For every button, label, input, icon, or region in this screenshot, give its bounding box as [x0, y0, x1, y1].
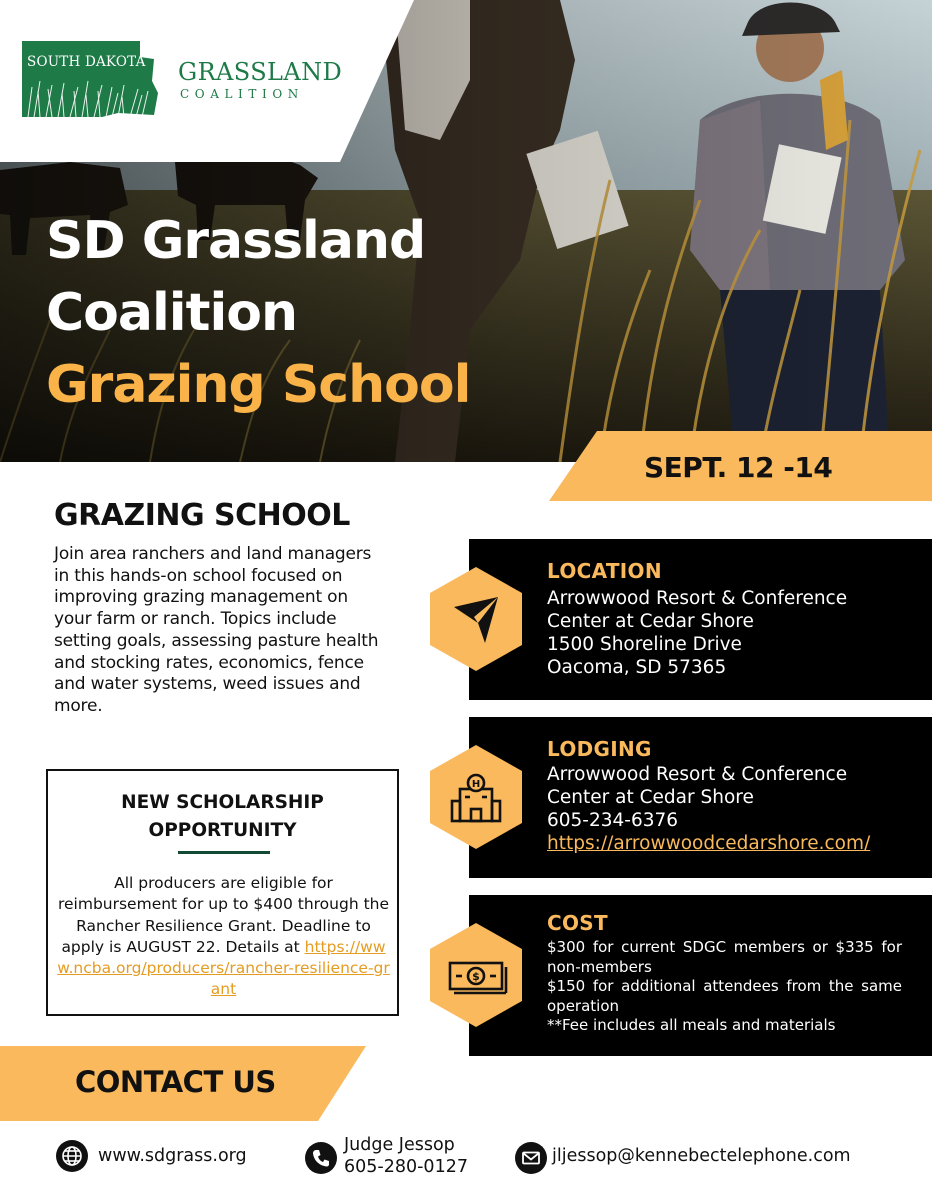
location-card	[469, 539, 932, 700]
scholarship-divider	[178, 851, 270, 854]
logo-state-label: SOUTH DAKOTA	[27, 54, 146, 70]
svg-text:$: $	[472, 970, 480, 983]
money-icon	[430, 923, 522, 1027]
lodging-link[interactable]: https://arrowwoodcedarshore.com/	[547, 833, 871, 854]
email-link[interactable]: jljessop@kennebectelephone.com	[552, 1146, 851, 1166]
cost-title: COST	[547, 911, 608, 935]
contact-heading: CONTACT US	[75, 1065, 276, 1099]
scholarship-body	[56, 873, 391, 1001]
lodging-title: LODGING	[547, 737, 652, 761]
contact-person-name: Judge Jessop	[344, 1135, 455, 1155]
cost-line-1: $300 for current SDGC members or $335 for non-members	[547, 938, 902, 976]
hero-title-line-2: Coalition	[46, 283, 298, 343]
cost-details	[547, 938, 902, 1036]
globe-icon	[56, 1140, 88, 1172]
hotel-icon	[430, 745, 522, 849]
email-icon	[515, 1142, 547, 1174]
hero-title-line-3: Grazing School	[46, 355, 471, 415]
lodging-card	[469, 717, 932, 878]
location-line-2: Center at Cedar Shore	[547, 611, 754, 632]
location-line-1: Arrowwood Resort & Conference	[547, 588, 848, 609]
lodging-phone: 605-234-6376	[547, 810, 679, 831]
logo-wordmark-sub: COALITION	[180, 87, 304, 101]
contact-person	[344, 1134, 468, 1178]
phone-icon	[305, 1142, 337, 1174]
location-line-4: Oacoma, SD 57365	[547, 657, 727, 678]
location-details	[547, 587, 847, 679]
scholarship-box	[46, 769, 399, 1016]
cost-line-3: **Fee includes all meals and materials	[547, 1016, 836, 1034]
cost-card	[469, 895, 932, 1056]
scholarship-title-line-1: NEW SCHOLARSHIP	[121, 792, 324, 813]
contact-person-phone[interactable]: 605-280-0127	[344, 1157, 468, 1177]
location-title: LOCATION	[547, 559, 662, 583]
logo-wordmark: GRASSLAND	[178, 58, 343, 86]
cost-line-2: $150 for additional attendees from the same operation	[547, 977, 902, 1015]
lodging-line-1: Arrowwood Resort & Conference	[547, 764, 848, 785]
website-link[interactable]: www.sdgrass.org	[98, 1146, 247, 1166]
scholarship-title	[48, 789, 397, 845]
hero-title	[46, 205, 470, 421]
navigation-arrow-icon	[430, 567, 522, 671]
lodging-details	[547, 763, 870, 855]
section-heading: GRAZING SCHOOL	[54, 498, 350, 533]
hero-title-line-1: SD Grassland	[46, 211, 426, 271]
svg-text:H: H	[471, 779, 481, 790]
scholarship-title-line-2: OPPORTUNITY	[148, 820, 297, 841]
intro-paragraph: Join area ranchers and land managers in this hands-on school focused on improving grazing management on your farm or ranch. Topics include setting goals, assessing pasture health and stocking rates, economics, fence and water systems, weed issues and more.	[54, 544, 379, 716]
location-line-3: 1500 Shoreline Drive	[547, 634, 742, 655]
hero-banner	[0, 0, 932, 462]
grassland-coalition-logo	[22, 41, 158, 117]
lodging-line-2: Center at Cedar Shore	[547, 787, 754, 808]
scholarship-text: All producers are eligible for reimbursement for up to $400 through the Rancher Resilience Grant. Deadline to apply is AUGUST 22. Details at	[57, 874, 390, 956]
event-date: SEPT. 12 -14	[644, 451, 833, 484]
scholarship-link[interactable]: https://www.ncba.org/producers/rancher-resilience-grant	[57, 937, 390, 999]
